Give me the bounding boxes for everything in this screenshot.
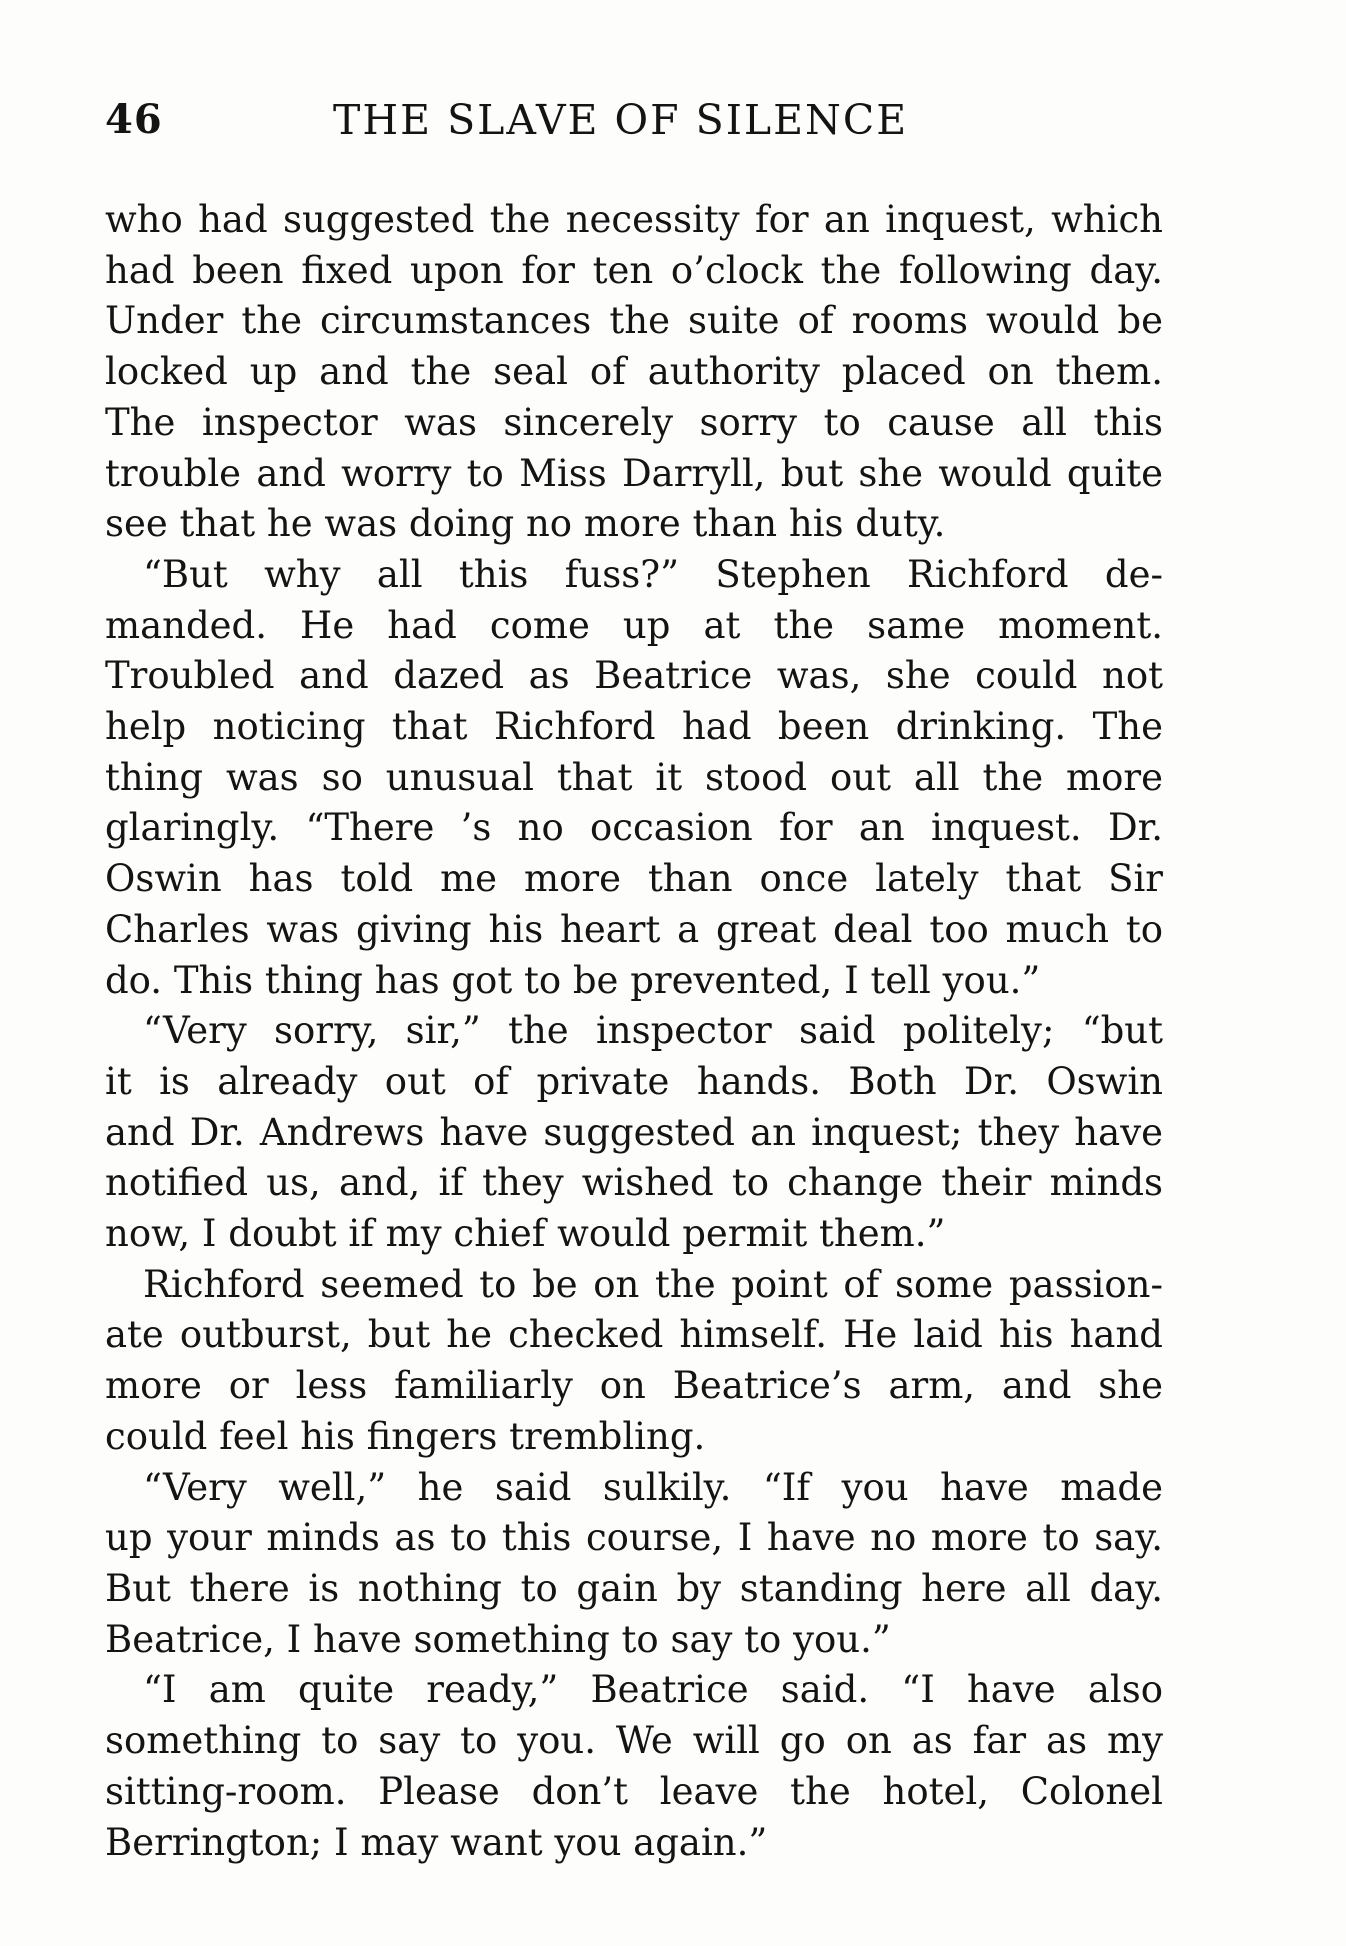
text-line: Richford seemed to be on the point of some passion- xyxy=(143,1262,1163,1306)
text-line: and Dr. Andrews have suggested an inquest; they have xyxy=(105,1110,1163,1154)
text-line: Oswin has told me more than once lately that Sir xyxy=(105,857,1163,901)
text-line: Charles was giving his heart a great deal too much to xyxy=(105,907,1163,951)
page-header xyxy=(105,96,1165,156)
text-line: Troubled and dazed as Beatrice was, she could not xyxy=(105,654,1163,698)
text-line: notified us, and, if they wished to change their minds xyxy=(105,1161,1163,1205)
text-line: “Very well,” he said sulkily. “If you have made xyxy=(143,1465,1163,1509)
text-line: could feel his fingers trembling. xyxy=(105,1414,706,1458)
text-line: locked up and the seal of authority placed on them. xyxy=(105,350,1163,394)
page-body-text xyxy=(105,195,1163,1868)
text-line: see that he was doing no more than his duty. xyxy=(105,502,946,546)
text-line: Under the circumstances the suite of rooms would be xyxy=(105,299,1163,343)
text-line: up your minds as to this course, I have no more to say. xyxy=(105,1516,1163,1560)
text-line: manded. He had come up at the same moment. xyxy=(105,603,1163,647)
text-line: The inspector was sincerely sorry to cause all this xyxy=(105,400,1163,444)
text-line: “But why all this fuss?” Stephen Richford de- xyxy=(143,552,1163,596)
text-line: ate outburst, but he checked himself. He laid his hand xyxy=(105,1313,1163,1357)
text-line: “I am quite ready,” Beatrice said. “I have also xyxy=(143,1668,1163,1712)
text-line: something to say to you. We will go on as far as my xyxy=(105,1719,1163,1763)
text-line: thing was so unusual that it stood out all the more xyxy=(105,755,1163,799)
page-number: 46 xyxy=(105,96,163,143)
text-line: Beatrice, I have something to say to you.” xyxy=(105,1617,891,1661)
text-line: “Very sorry, sir,” the inspector said politely; “but xyxy=(143,1009,1163,1053)
text-line: help noticing that Richford had been drinking. The xyxy=(105,705,1163,749)
text-line: had been fixed upon for ten o’clock the following day. xyxy=(105,248,1163,292)
text-line: more or less familiarly on Beatrice’s arm, and she xyxy=(105,1364,1163,1408)
text-line: it is already out of private hands. Both Dr. Oswin xyxy=(105,1059,1163,1103)
text-line: sitting-room. Please don’t leave the hotel, Colonel xyxy=(105,1769,1163,1813)
text-line: who had suggested the necessity for an inquest, which xyxy=(105,198,1163,241)
text-line: trouble and worry to Miss Darryll, but she would quite xyxy=(105,451,1163,495)
running-head: THE SLAVE OF SILENCE xyxy=(333,96,909,144)
text-line: do. This thing has got to be prevented, I tell you.” xyxy=(105,958,1041,1002)
text-line: glaringly. “There ’s no occasion for an inquest. Dr. xyxy=(105,806,1163,850)
text-line: now, I doubt if my chief would permit them.” xyxy=(105,1212,946,1256)
text-line: Berrington; I may want you again.” xyxy=(105,1820,768,1864)
text-line: But there is nothing to gain by standing here all day. xyxy=(105,1566,1163,1610)
